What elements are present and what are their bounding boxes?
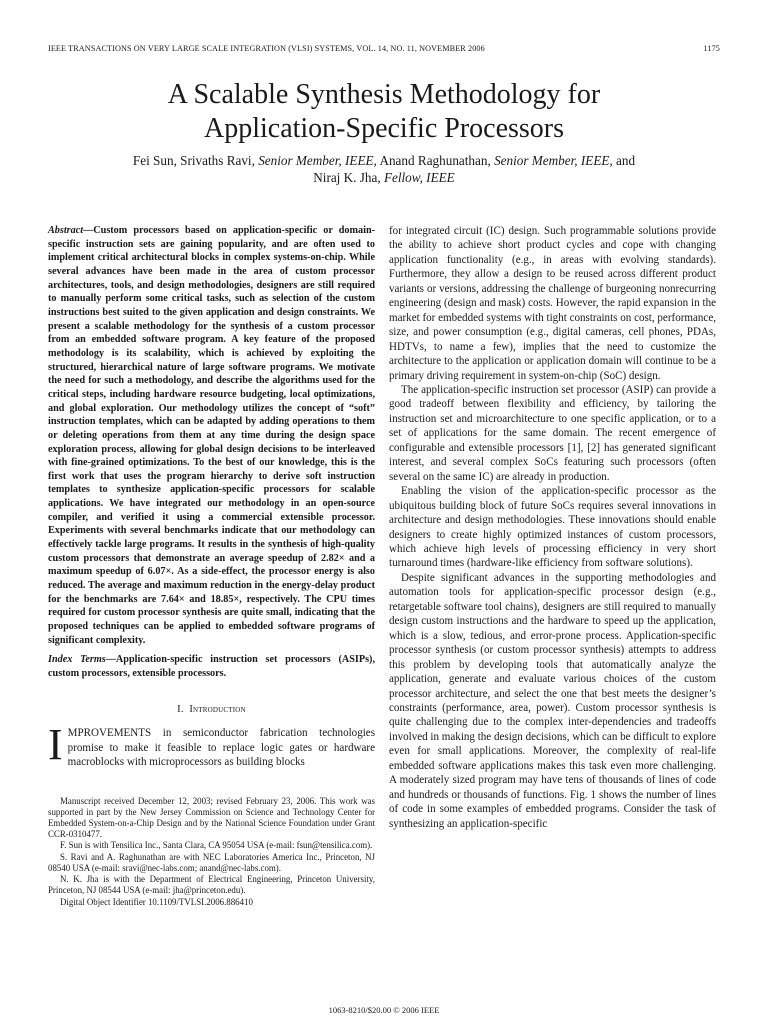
author-3-role: Fellow, IEEE [383, 170, 455, 185]
abstract-text: Custom processors based on application-specific or domain-specific instruction sets are gaining popularity, and are often used to implement critical architectural blocks in complex systems-on-chip. While several advances have been made in the area of custom processor architectures, tools, and design methodologies, designers are still required to manually perform some critical tasks, such as selection of the custom instructions best suited to the given application and design constraints. We present a scalable methodology for the synthesis of a custom processor from an embedded software program. A key feature of the proposed methodology is its scalability, which is achieved by exploiting the structured, hierarchical nature of large software programs. We motivate the need for such a methodology, and describe the algorithms used for the critical steps, including hardware resource budgeting, local optimizations, and global exploration. Our methodology utilizes the concept of “soft” instruction templates, which can be adapted by adding operations to them or deleting operations from them at any time during the design space exploration process, allowing for global design decisions to be interleaved with fine-grained optimizations. To the best of our knowledge, this is the first work that uses the program hierarchy to derive soft instruction templates to synthesize application-specific processors for scalable applications. We have integrated our methodology in an open-source compiler, and verified it using a commercial extensible processor. Experiments with several benchmarks indicate that our methodology can effectively tackle large programs. It results in the synthesis of high-quality custom processors that demonstrate an average speedup of 2.82× and a maximum speedup of 6.07×. As a side-effect, the processor energy is also reduced. The average and maximum reduction in the energy-delay product for the benchmarks are 7.64× and 18.85×, respectively. The CPU times required for custom processor synthesis are quite small, indicating that the proposed techniques can be applied to embedded software programs of significant complexity. [48, 225, 375, 646]
body-paragraph: for integrated circuit (IC) design. Such programmable solutions provide the ability to achieve short product cycles and cope with changing application functionality (e.g., in areas with evolving standards). Furthermore, they allow a design to be reused across different product variants or versions, addressing the challenge of burgeoning nonrecurring engineering (design and mask) costs. However, the rapid expansion in the market for embedded systems with tight constraints on cost, performance, size, and power consumption (e.g., digital cameras, cell phones, PDAs, HDTVs, to name a few), implies that the need to customize the architecture to the application or application domain will continue to be a primary driving requirement in system-on-chip (SoC) design. [389, 225, 716, 382]
title-line-2: Application-Specific Processors [203, 113, 565, 144]
journal-venue: IEEE TRANSACTIONS ON VERY LARGE SCALE INTEGRATION (VLSI) SYSTEMS, VOL. 14, NO. 11, NOVEMBER 2006 [48, 44, 485, 53]
index-terms-label: Index Terms— [48, 654, 116, 666]
body-paragraph: Despite significant advances in the supporting methodologies and automation tools for application-specific processor design (e.g., retargetable software tool chains), designers are still required to manually design custom instructions and the hardware to speed up the application, which is a slow, tedious, and error-prone process. Application-specific processor synthesis (or custom processor synthesis) attempts to address this problem by developing tools that automatically analyze the application, generate and evaluate various choices of the custom processor architecture, and select the one that best meets the designer’s constraints (performance, area, power). Custom processor synthesis is quite challenging due to the complex inter-dependencies and tradeoffs involved in making the design decisions, which can be difficult to explore even for small applications. Moreover, the complexity of real-life embedded software applications makes this task even more challenging. A moderately sized program may have tens of thousands of lines of code and hundreds or thousands of functions. Fig. 1 shows the number of lines of code in some examples of embedded programs. Consider the task of synthesizing an application-specific [389, 571, 716, 830]
copyright-line: 1063-8210/$20.00 © 2006 IEEE [328, 1005, 440, 1015]
paper-title [48, 78, 720, 146]
page-number: 1175 [703, 44, 720, 53]
author-2-role: Senior Member, IEEE, [494, 153, 613, 168]
index-terms-text: Application-specific instruction set processors (ASIPs), custom processors, extensible processors. [48, 654, 375, 679]
left-column [48, 224, 375, 908]
footnote: F. Sun is with Tensilica Inc., Santa Clara, CA 95054 USA (e-mail: fsun@tensilica.com). [60, 840, 373, 851]
right-column [389, 224, 716, 831]
author-1-role: Senior Member, IEEE, [258, 153, 377, 168]
footnote: N. K. Jha is with the Department of Electrical Engineering, Princeton University, Princeton, NJ 08544 USA (e-mail: jha@princeton.edu). [48, 874, 375, 896]
footnote: S. Ravi and A. Raghunathan are with NEC Laboratories America Inc., Princeton, NJ 08540 USA (e-mail: sravi@nec-labs.com; anand@nec-labs.com). [48, 851, 375, 873]
footnote: Manuscript received December 12, 2003; revised February 23, 2006. This work was supported in part by the New Jersey Commission on Science and Technology Center for Embedded System-on-a-Chip Design and by the National Science Foundation under Grant CCR-0310477. [48, 795, 375, 840]
footnotes [48, 796, 375, 908]
body-paragraph: Enabling the vision of the application-specific processor as the ubiquitous building block of future SoCs requires several innovations in architecture and design methodologies. These innovations should enable designers to create highly optimized instances of custom processors, which achieve high levels of processing efficiency in very short turnaround times (hardware-like efficiency from software solutions). [389, 485, 716, 570]
section-number: I. [177, 703, 184, 715]
abstract-label: Abstract— [48, 225, 94, 236]
body-paragraph: The application-specific instruction set processor (ASIP) can provide a good tradeoff between flexibility and efficiency, by tailoring the instruction set and microarchitecture to one specific application, or to a set of applications for the same domain. The recent emergence of configurable and extensible processors [1], [2] has generated significant interest, and several complex SoCs featuring such processors (often several on the same IC) are already in production. [389, 383, 716, 483]
index-terms [48, 653, 375, 680]
author-line-2 [48, 169, 720, 186]
author-list [48, 152, 720, 186]
footnote: Digital Object Identifier 10.1109/TVLSI.2006.886410 [60, 896, 253, 907]
author-1: Fei Sun, Srivaths Ravi, [132, 153, 255, 168]
section-title: Introduction [189, 703, 246, 715]
title-line-1: A Scalable Synthesis Methodology for [167, 79, 601, 110]
author-and: and [616, 153, 636, 168]
intro-lead: MPROVEMENTS [67, 727, 152, 740]
author-3: Niraj K. Jha, [313, 170, 381, 185]
section-heading [48, 703, 375, 717]
intro-text: in semiconductor fabrication technologies promise to make it feasible to replace logic gates or hardware macroblocks with microprocessors as building blocks [67, 727, 375, 769]
intro-paragraph [48, 720, 375, 770]
abstract [48, 224, 375, 647]
drop-cap: I [48, 720, 63, 770]
author-2: Anand Raghunathan, [379, 153, 491, 168]
author-line-1 [48, 152, 720, 169]
